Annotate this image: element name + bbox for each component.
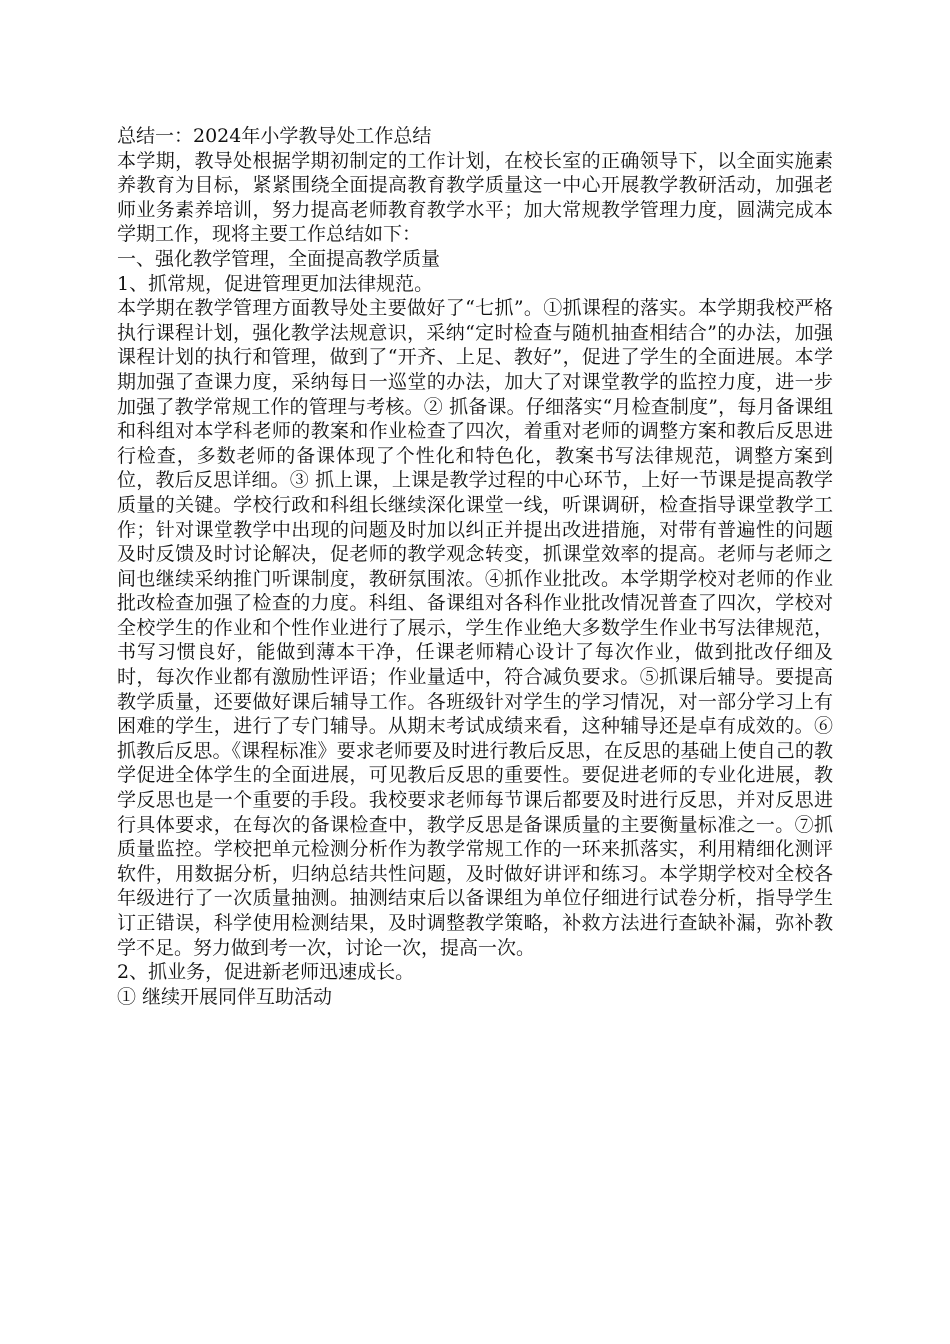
subsection-heading: 2、抓业务，促进新老师迅速成长。 [117, 961, 415, 984]
document-body [117, 124, 833, 1009]
list-item: ① 继续开展同伴互助活动 [117, 985, 333, 1008]
document-title: 总结一：2024年小学教导处工作总结 [117, 125, 432, 147]
section-heading: 一、强化教学管理，全面提高教学质量 [117, 247, 441, 270]
subsection-heading: 1、抓常规，促进管理更加法律规范。 [117, 272, 434, 295]
body-paragraph: 本学期在教学管理方面教导处主要做好了“七抓”。①抓课程的落实。本学期我校严格执行课程计划，强化教学法规意识，采纳“定时检查与随机抽查相结合”的办法，加强课程计划的执行和管理，做到了“开齐、上足、教好”，促进了学生的全面进展。本学期加强了查课力度，采纳每日一巡堂的办法，加大了对课堂教学的监控力度，进一步加强了教学常规工作的管理与考核。② 抓备课。仔细落实“月检查制度”，每月备课组和科组对本学科老师的教案和作业检查了四次，着重对老师的调整方案和教后反思进行检查，多数老师的备课体现了个性化和特色化，教案书写法律规范，调整方案到位，教后反思详细。③ 抓上课，上课是教学过程的中心环节，上好一节课是提高教学质量的关键。学校行政和科组长继续深化课堂一线，听课调研，检查指导课堂教学工作；针对课堂教学中出现的问题及时加以纠正并提出改进措施，对带有普遍性的问题及时反馈及时讨论解决，促老师的教学观念转变，抓课堂效率的提高。老师与老师之间也继续采纳推门听课制度，教研氛围浓。④抓作业批改。本学期学校对老师的作业批改检查加强了检查的力度。科组、备课组对各科作业批改情况普查了四次，学校对全校学生的作业和个性作业进行了展示，学生作业绝大多数学生作业书写法律规范，书写习惯良好，能做到薄本干净，任课老师精心设计了每次作业，做到批改仔细及时，每次作业都有激励性评语；作业量适中，符合减负要求。⑤抓课后辅导。要提高教学质量，还要做好课后辅导工作。各班级针对学生的学习情况，对一部分学习上有困难的学生，进行了专门辅导。从期末考试成绩来看，这种辅导还是卓有成效的。⑥抓教后反思。《课程标准》要求老师要及时进行教后反思，在反思的基础上使自己的教学促进全体学生的全面进展，可见教后反思的重要性。要促进老师的专业化进展，教学反思也是一个重要的手段。我校要求老师每节课后都要及时进行反思，并对反思进行具体要求，在每次的备课检查中，教学反思是备课质量的主要衡量标准之一。⑦抓质量监控。学校把单元检测分析作为教学常规工作的一环来抓落实，利用精细化测评软件，用数据分析，归纳总结共性问题，及时做好讲评和练习。本学期学校对全校各年级进行了一次质量抽测。抽测结束后以备课组为单位仔细进行试卷分析，指导学生订正错误，科学使用检测结果，及时调整教学策略，补救方法进行查缺补漏，弥补教学不足。努力做到考一次，讨论一次，提高一次。 [117, 297, 833, 959]
intro-paragraph: 本学期，教导处根据学期初制定的工作计划，在校长室的正确领导下，以全面实施素养教育为目标，紧紧围绕全面提高教育教学质量这一中心开展教学教研活动，加强老师业务素养培训，努力提高老师教育教学水平；加大常规教学管理力度，圆满完成本学期工作，现将主要工作总结如下： [117, 149, 833, 246]
